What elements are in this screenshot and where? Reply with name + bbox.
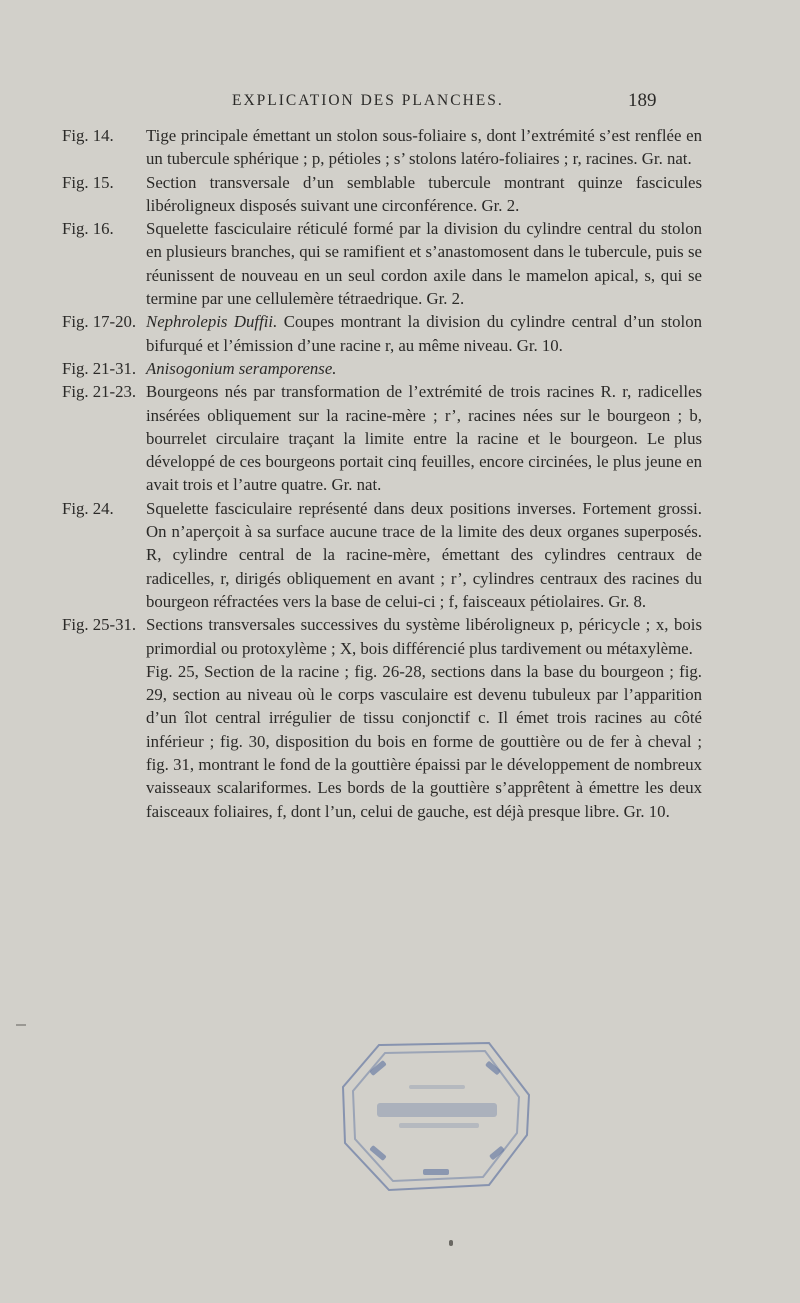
figure-caption: Squelette fasciculaire représenté dans deux positions inverses. Fortement grossi. On n’aperçoit à sa surface aucune trace de la limite des deux organes superposés. R, cylindre central de la racine-mère, émettant des cylindres centraux de radicelles, r, dirigés obliquement en avant ; r’, cylindres centraux des racines du bourgeon réfractées vers la base de celui-ci ; f, faisceaux pétiolaires. Gr. 8. [146, 498, 702, 611]
page-number: 189 [628, 90, 657, 111]
figure-label: Fig. 16. [62, 219, 114, 239]
taxon-name: Nephrolepis Duffii. [146, 312, 278, 332]
figure-entry [62, 124, 702, 171]
figure-label: Fig. 21-31. [62, 358, 137, 378]
library-stamp-icon [339, 1025, 535, 1197]
figure-label: Fig. 24. [62, 498, 114, 518]
figure-caption: Tige principale émettant un stolon sous-foliaire s, dont l’extrémité s’est renflée en un tubercule sphérique ; p, pétioles ; s’ stolons latéro-foliaires ; r, racines. Gr. nat. [146, 126, 702, 169]
plate-explanations [62, 124, 702, 823]
figure-label: Fig. 21-23. [62, 382, 137, 402]
figure-label: Fig. 14. [62, 126, 114, 145]
figure-label: Fig. 15. [62, 172, 114, 192]
figure-entry [62, 310, 702, 357]
paper-speck [449, 1240, 453, 1246]
figure-label: Fig. 25-31. [62, 615, 137, 635]
figure-caption [146, 357, 702, 380]
figure-label: Fig. 17-20. [62, 312, 137, 332]
figure-entry [62, 217, 702, 310]
running-head [0, 90, 800, 114]
running-title: EXPLICATION DES PLANCHES. [232, 92, 504, 109]
figure-entry [62, 380, 702, 496]
figure-caption: Section transversale d’un semblable tubercule montrant quinze fascicules libéroligneux disposés suivant une circonférence. Gr. 2. [146, 172, 702, 215]
figure-caption [146, 310, 702, 357]
taxon-name: Anisogonium seramporense. [146, 358, 337, 378]
figure-entry [62, 357, 702, 380]
figure-caption: Squelette fasciculaire réticulé formé par la division du cylindre central du stolon en plusieurs branches, qui se ramifient et s’anastomosent dans le tubercule, puis se réunissent de nouveau en un seul cordon axile dans le mamelon apical, s, qui se termine par une cellulemère tétraedrique. Gr. 2. [146, 219, 702, 309]
figure-entry [62, 497, 702, 613]
margin-mark [16, 1024, 26, 1026]
figure-caption: Bourgeons nés par transformation de l’extrémité de trois racines R. r, radicelles insérées obliquement sur la racine-mère ; r’, racines nées sur le bourgeon ; b, bourrelet circulaire traçant la limite entre la racine et le bourgeon. Le plus développé de ces bourgeons portait cinq feuilles, encore circinées, le plus jeune en avait trois et l’autre quatre. Gr. nat. [146, 382, 702, 495]
figure-caption-continuation: Fig. 25, Section de la racine ; fig. 26-28, sections dans la base du bourgeon ; fig. 29, section au niveau où le corps vasculaire est devenu tubuleux par l’apparition d’un îlot central irrégulier de tissu conjonctif c. Il émet trois racines au côté inférieur ; fig. 30, disposition du bois en forme de gouttière ou de fer à cheval ; fig. 31, montrant le fond de la gouttière épaissi par le développement de nombreux vaisseaux scalariformes. Les bords de la gouttière s’apprêtent à émettre les deux faisceaux foliaires, f, dont l’un, celui de gauche, est déjà presque libre. Gr. 10. [146, 661, 702, 821]
figure-caption: Sections transversales successives du système libéroligneux p, péricycle ; x, bois primordial ou protoxylème ; X, bois différencié plus tardivement ou métaxylème. [146, 615, 702, 658]
caption-text: Coupes montrant la division du cylindre central d’un stolon bifurqué et l’émission d’une racine r, au même niveau. Gr. 10. [146, 312, 702, 355]
figure-entry [62, 171, 702, 218]
figure-entry [62, 613, 702, 660]
